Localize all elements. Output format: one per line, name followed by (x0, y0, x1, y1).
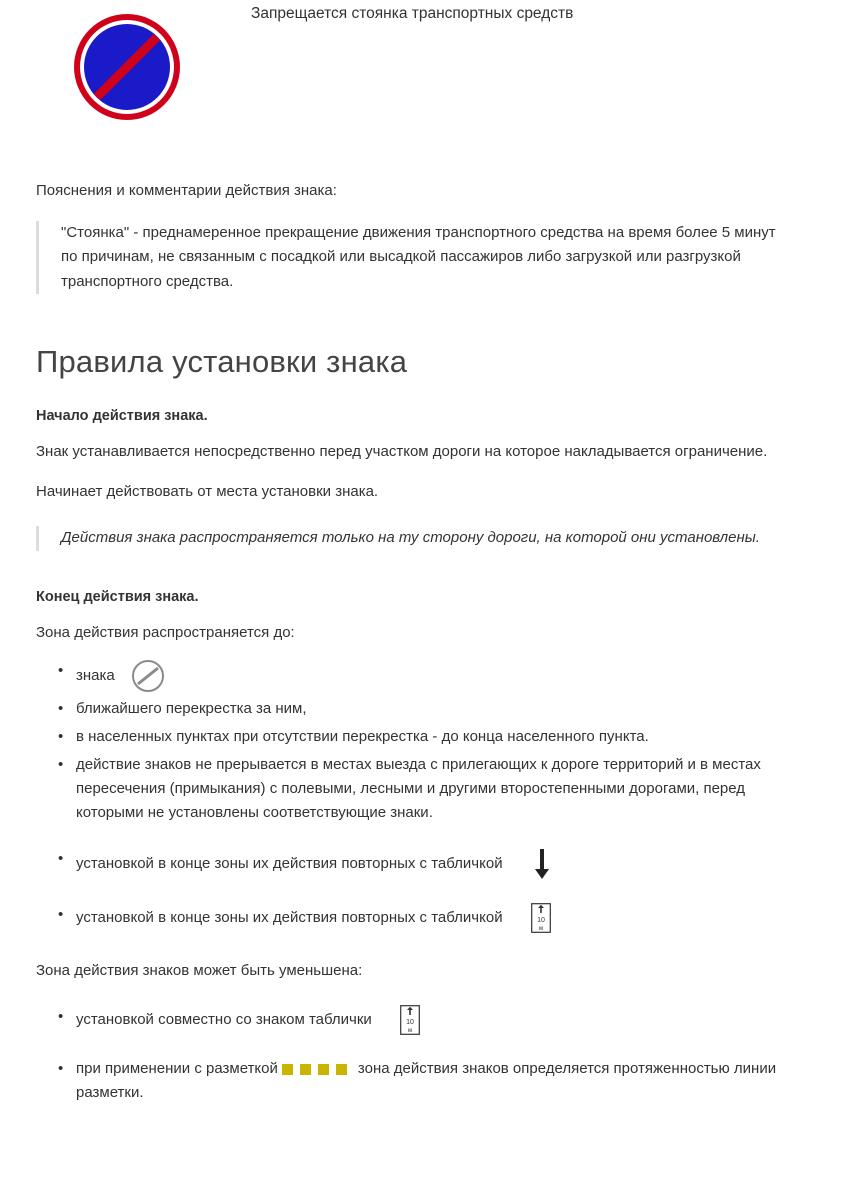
svg-text:м: м (538, 926, 543, 933)
list-item-label: • установкой в конце зоны их действия повторных с табличкой (76, 855, 503, 873)
arrow-down-plate-icon (531, 847, 553, 881)
end-intro: Зона действия распространяется до: (36, 623, 295, 641)
subheading-end: Конец действия знака. (36, 588, 199, 605)
svg-text:10: 10 (405, 1019, 414, 1027)
no-parking-sign (72, 12, 182, 122)
end-zone-list (36, 659, 814, 933)
comments-label: Пояснения и комментарии действия знака: (36, 182, 337, 199)
distance-plate-icon (531, 903, 551, 933)
no-parking-sign-icon (72, 12, 182, 122)
start-quote: Действия знака распространяется только на ту сторону дороги, на которой они установлены. (36, 526, 814, 550)
reduce-list (36, 1005, 814, 1105)
start-paragraph-2: Начинает действовать от места установки знака. (36, 483, 379, 501)
sign-caption: Запрещается стоянка транспортных средств (251, 5, 574, 22)
road-marking-dash-icon (282, 1064, 354, 1075)
list-item (76, 903, 814, 933)
sign-header (36, 0, 814, 152)
svg-text:10: 10 (536, 917, 545, 925)
list-item (76, 1057, 814, 1105)
page-title: Правила установки знака (36, 343, 408, 379)
list-item (76, 847, 814, 881)
list-item (76, 659, 814, 693)
svg-text:м: м (407, 1028, 412, 1035)
end-of-zone-icon (131, 659, 165, 693)
start-paragraph-1: Знак устанавливается непосредственно перед участком дороги на которое накладывается ограничение. (36, 442, 768, 460)
list-item: • действие знаков не прерывается в местах выезда с прилегающих к дороге территорий и в местах пересечения (примыкания) с полевыми, лесными и другими второстепенными дорогами, перед которыми не установлены соответствующие знаки. (76, 753, 814, 825)
list-item (76, 1005, 814, 1035)
list-item-label-before: при применении с разметкой (76, 1060, 278, 1078)
reduce-intro: Зона действия знаков может быть уменьшена: (36, 962, 363, 980)
list-item-label: • установкой совместно со знаком таблички (76, 1011, 372, 1029)
list-item-label: • знака (76, 667, 115, 685)
list-item-label-after: зона действия знаков определяется протяженностью линии разметки. (76, 1060, 777, 1102)
subheading-start: Начало действия знака. (36, 407, 208, 424)
distance-plate-icon (400, 1005, 420, 1035)
list-item: • в населенных пунктах при отсутствии перекрестка - до конца населенного пункта. (76, 725, 814, 749)
definition-quote: "Стоянка" - преднамеренное прекращение движения транспортного средства на время более 5 минут по причинам, не связанным с посадкой или высадкой пассажиров либо загрузкой или разгрузкой транспортного средства. (36, 221, 814, 294)
list-item-label: • установкой в конце зоны их действия повторных с табличкой (76, 909, 503, 927)
list-item: • ближайшего перекрестка за ним, (76, 697, 814, 721)
